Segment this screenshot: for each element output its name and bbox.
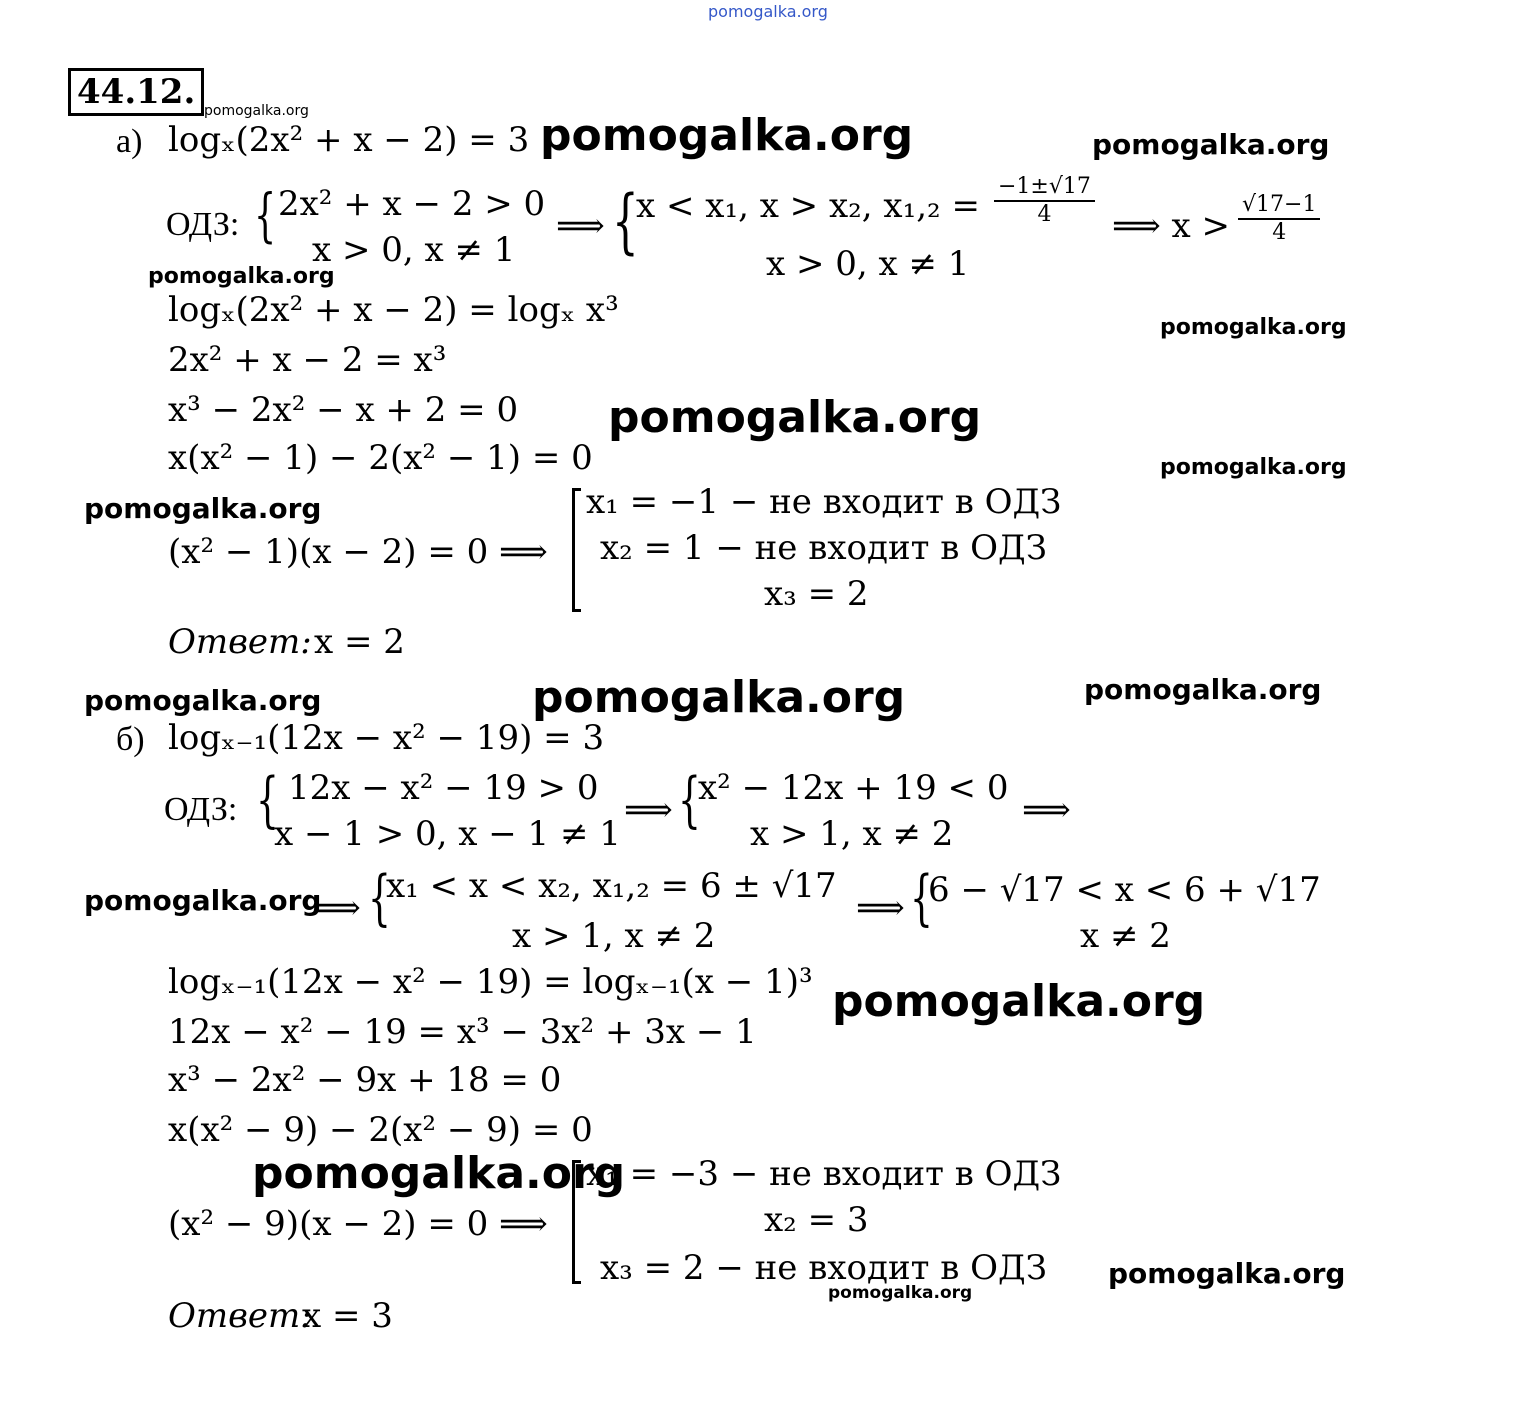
watermark: pomogalka.org <box>204 103 309 119</box>
watermark: pomogalka.org <box>1092 128 1330 161</box>
left-brace-icon: { <box>910 863 933 933</box>
part-a-odz-label: ОДЗ: <box>166 206 240 243</box>
fraction-numerator: −1±√17 <box>994 174 1095 202</box>
part-a-odz-fraction2 <box>1238 192 1320 246</box>
watermark: pomogalka.org <box>1108 1257 1346 1290</box>
part-b-step1: logₓ₋₁(12x − x² − 19) = logₓ₋₁(x − 1)³ <box>168 962 813 1002</box>
watermark: pomogalka.org <box>1160 315 1347 340</box>
part-b-odz-sys4-line2: x ≠ 2 <box>1080 916 1171 956</box>
watermark-top: pomogalka.org <box>708 2 828 21</box>
part-a-equation: logₓ(2x² + x − 2) = 3 <box>168 120 530 160</box>
fraction-numerator: √17−1 <box>1238 192 1320 220</box>
part-a-odz-sys1-line1: 2x² + x − 2 > 0 <box>278 184 546 224</box>
implies-arrow: ⟹ <box>556 206 605 246</box>
watermark: pomogalka.org <box>252 1148 626 1199</box>
part-b-root1: x₁ = −3 − не входит в ОДЗ <box>586 1154 1062 1194</box>
watermark: pomogalka.org <box>148 264 335 289</box>
part-a-odz-sys2-line1: x < x₁, x > x₂, x₁,₂ = <box>636 186 980 226</box>
part-a-odz-result: ⟹ x > <box>1112 206 1231 246</box>
part-b-odz-sys2-line2: x > 1, x ≠ 2 <box>750 814 954 854</box>
part-a-step1: logₓ(2x² + x − 2) = logₓ x³ <box>168 290 619 330</box>
part-b-odz-sys4-line1: 6 − √17 < x < 6 + √17 <box>928 870 1321 910</box>
watermark: pomogalka.org <box>1084 673 1322 706</box>
watermark: pomogalka.org <box>84 884 322 917</box>
part-a-answer-value: x = 2 <box>314 622 405 662</box>
part-a-step2: 2x² + x − 2 = x³ <box>168 340 447 380</box>
part-b-root3: x₃ = 2 − не входит в ОДЗ <box>600 1248 1047 1288</box>
part-b-answer-value: x = 3 <box>302 1296 393 1336</box>
part-b-odz-label: ОДЗ: <box>164 791 238 828</box>
part-b-odz-sys3-line2: x > 1, x ≠ 2 <box>512 916 716 956</box>
fraction-denominator: 4 <box>1037 202 1052 227</box>
part-b-odz-sys2-line1: x² − 12x + 19 < 0 <box>698 768 1009 808</box>
part-a-step3: x³ − 2x² − x + 2 = 0 <box>168 390 519 430</box>
implies-arrow: ⟹ <box>624 790 673 830</box>
watermark: pomogalka.org <box>532 672 906 723</box>
left-brace-icon: { <box>254 181 277 249</box>
part-a-odz-sys2-line2: x > 0, x ≠ 1 <box>766 244 970 284</box>
roots-bracket <box>572 1160 581 1284</box>
problem-number: 44.12. <box>68 68 204 116</box>
left-brace-icon: { <box>368 863 391 933</box>
roots-bracket <box>572 488 581 612</box>
part-a-root3: x₃ = 2 <box>764 574 869 614</box>
left-brace-icon: { <box>256 765 279 835</box>
part-b-label: б) <box>116 721 145 758</box>
watermark: pomogalka.org <box>608 392 982 443</box>
part-a-label: а) <box>116 123 143 160</box>
part-b-odz-sys3-line1: x₁ < x < x₂, x₁,₂ = 6 ± √17 <box>386 866 837 906</box>
part-b-step3: x³ − 2x² − 9x + 18 = 0 <box>168 1060 562 1100</box>
part-a-answer-label: Ответ: <box>168 622 312 662</box>
watermark: pomogalka.org <box>828 1283 973 1303</box>
left-brace-icon: { <box>612 180 639 262</box>
watermark: pomogalka.org <box>832 976 1206 1027</box>
part-b-step5: (x² − 9)(x − 2) = 0 ⟹ <box>168 1204 548 1244</box>
part-b-odz-sys1-line1: 12x − x² − 19 > 0 <box>288 768 599 808</box>
left-brace-icon: { <box>678 765 701 835</box>
watermark: pomogalka.org <box>1160 455 1347 480</box>
fraction-denominator: 4 <box>1272 220 1287 245</box>
part-a-root1: x₁ = −1 − не входит в ОДЗ <box>586 482 1062 522</box>
part-a-odz-sys1-line2: x > 0, x ≠ 1 <box>312 230 516 270</box>
implies-arrow: ⟹ <box>856 888 905 928</box>
part-b-root2: x₂ = 3 <box>764 1200 869 1240</box>
part-a-root2: x₂ = 1 − не входит в ОДЗ <box>600 528 1047 568</box>
implies-arrow: ⟹ <box>312 888 361 928</box>
part-b-step4: x(x² − 9) − 2(x² − 9) = 0 <box>168 1110 593 1150</box>
part-b-answer-label: Ответ: <box>168 1296 312 1336</box>
implies-arrow: ⟹ <box>1022 790 1071 830</box>
part-a-step5: (x² − 1)(x − 2) = 0 ⟹ <box>168 532 548 572</box>
part-a-odz-fraction1 <box>994 174 1095 228</box>
watermark: pomogalka.org <box>540 110 914 161</box>
part-b-step2: 12x − x² − 19 = x³ − 3x² + 3x − 1 <box>168 1012 757 1052</box>
part-a-step4: x(x² − 1) − 2(x² − 1) = 0 <box>168 438 593 478</box>
part-b-odz-sys1-line2: x − 1 > 0, x − 1 ≠ 1 <box>274 814 621 854</box>
watermark: pomogalka.org <box>84 684 322 717</box>
watermark: pomogalka.org <box>84 492 322 525</box>
part-b-equation: logₓ₋₁(12x − x² − 19) = 3 <box>168 718 605 758</box>
